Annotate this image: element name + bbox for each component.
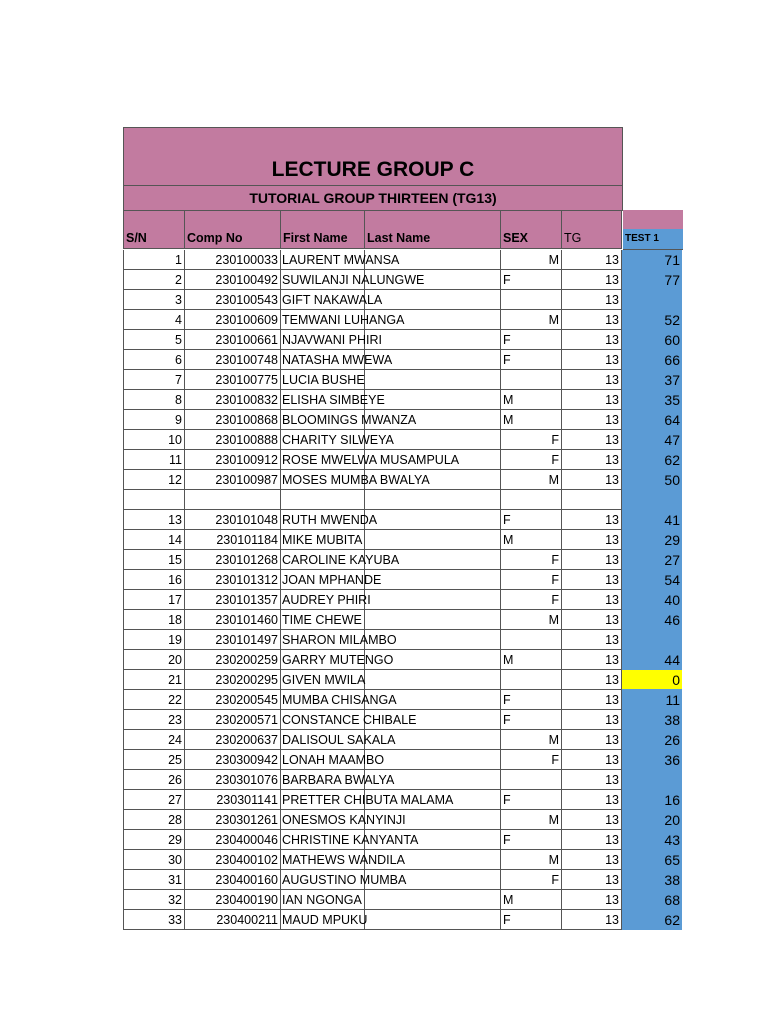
cell-name-text: JOAN MPHANDE [282,573,382,587]
cell-sex[interactable]: M [500,470,561,490]
cell-sex[interactable]: M [500,310,561,330]
cell-test1[interactable]: 16 [622,790,682,810]
cell-name[interactable] [280,890,364,910]
cell-comp-no[interactable]: 230200295 [184,670,280,690]
cell-last-name[interactable] [364,670,500,690]
cell-name-text: DALISOUL SAKALA [282,733,396,747]
header-comp-no[interactable] [184,211,280,249]
cell-sex[interactable]: F [500,910,561,930]
cell-tg[interactable]: 13 [561,530,622,550]
cell-comp-no[interactable]: 230101312 [184,570,280,590]
cell-sn[interactable]: 12 [123,470,184,490]
cell-sex[interactable]: F [500,550,561,570]
cell-comp-no[interactable]: 230400102 [184,850,280,870]
cell-test1[interactable]: 66 [622,350,682,370]
cell-name-text: MATHEWS WANDILA [282,853,405,867]
cell-comp-no[interactable]: 230101460 [184,610,280,630]
cell-empty[interactable] [500,490,561,510]
cell-tg[interactable]: 13 [561,670,622,690]
cell-sn[interactable]: 6 [123,350,184,370]
cell-tg[interactable]: 13 [561,450,622,470]
cell-tg[interactable]: 13 [561,550,622,570]
cell-tg[interactable]: 13 [561,790,622,810]
cell-sex[interactable]: M [500,610,561,630]
cell-name[interactable] [280,850,405,870]
cell-last-name[interactable] [364,330,500,350]
cell-comp-no[interactable]: 230101357 [184,590,280,610]
cell-name-text: MAUD MPUKU [282,913,368,927]
cell-name-text: LUCIA BUSHE [282,373,365,387]
cell-sn[interactable]: 31 [123,870,184,890]
cell-tg[interactable]: 13 [561,350,622,370]
cell-tg[interactable]: 13 [561,410,622,430]
cell-name[interactable] [280,710,417,730]
cell-tg[interactable]: 13 [561,770,622,790]
header-tg[interactable] [561,211,622,249]
page-subtitle: TUTORIAL GROUP THIRTEEN (TG13) [249,190,497,206]
cell-name[interactable] [280,530,364,550]
cell-sex[interactable]: F [500,830,561,850]
cell-name-text: MUMBA CHISANGA [282,693,397,707]
cell-comp-no[interactable]: 230100492 [184,270,280,290]
cell-test1[interactable] [622,770,682,790]
cell-sn[interactable]: 24 [123,730,184,750]
cell-last-name[interactable] [364,510,500,530]
cell-name[interactable] [280,690,397,710]
cell-last-name[interactable] [364,530,500,550]
cell-sn[interactable]: 33 [123,910,184,930]
cell-sn[interactable]: 22 [123,690,184,710]
cell-test1[interactable]: 38 [622,870,682,890]
header-sex[interactable] [500,211,561,249]
cell-test1[interactable]: 27 [622,550,682,570]
cell-tg[interactable]: 13 [561,290,622,310]
cell-name-text: GIFT NAKAWALA [282,293,383,307]
cell-test1[interactable]: 47 [622,430,682,450]
cell-last-name[interactable] [364,890,500,910]
cell-tg[interactable]: 13 [561,890,622,910]
header-last-name[interactable] [364,211,500,249]
cell-sn[interactable]: 19 [123,630,184,650]
cell-sex[interactable] [500,630,561,650]
cell-name[interactable] [280,470,430,490]
cell-last-name[interactable] [364,570,500,590]
cell-sn[interactable]: 18 [123,610,184,630]
cell-comp-no[interactable]: 230200571 [184,710,280,730]
cell-name-text: BLOOMINGS MWANZA [282,413,417,427]
header-sn-label: S/N [126,231,147,245]
cell-sex[interactable]: F [500,870,561,890]
cell-name-text: MOSES MUMBA BWALYA [282,473,430,487]
cell-sn[interactable]: 26 [123,770,184,790]
cell-test1[interactable]: 44 [622,650,682,670]
header-sn[interactable] [123,211,184,249]
cell-tg[interactable]: 13 [561,430,622,450]
cell-sex[interactable]: F [500,710,561,730]
cell-empty[interactable] [184,490,280,510]
cell-name-text: LONAH MAAMBO [282,753,385,767]
cell-name[interactable] [280,650,394,670]
cell-tg[interactable]: 13 [561,830,622,850]
cell-sex[interactable]: F [500,590,561,610]
cell-name-text: TEMWANI LUHANGA [282,313,405,327]
cell-name-text: AUDREY PHIRI [282,593,371,607]
cell-name[interactable] [280,910,368,930]
cell-test1[interactable]: 77 [622,270,682,290]
cell-name[interactable] [280,350,393,370]
cell-test1[interactable]: 60 [622,330,682,350]
cell-sex[interactable]: F [500,330,561,350]
cell-name-text: NATASHA MWEWA [282,353,393,367]
cell-sex[interactable]: F [500,450,561,470]
cell-tg[interactable]: 13 [561,310,622,330]
cell-name-text: AUGUSTINO MUMBA [282,873,407,887]
cell-name-text: PRETTER CHIBUTA MALAMA [282,793,454,807]
cell-test1[interactable]: 35 [622,390,682,410]
cell-sn[interactable]: 20 [123,650,184,670]
cell-comp-no[interactable]: 230301076 [184,770,280,790]
cell-name-text: TIME CHEWE [282,613,362,627]
cell-comp-no[interactable]: 230100609 [184,310,280,330]
cell-sn[interactable]: 29 [123,830,184,850]
cell-sn[interactable]: 1 [123,250,184,270]
cell-tg[interactable]: 13 [561,910,622,930]
cell-name[interactable] [280,750,385,770]
cell-test1[interactable] [622,290,682,310]
cell-test1[interactable]: 54 [622,570,682,590]
cell-sn[interactable]: 8 [123,390,184,410]
cell-name-text: ROSE MWELWA MUSAMPULA [282,453,460,467]
cell-name[interactable] [280,430,394,450]
cell-tg[interactable]: 13 [561,510,622,530]
cell-name[interactable] [280,730,396,750]
cell-name-text: IAN NGONGA [282,893,362,907]
cell-name[interactable] [280,810,406,830]
cell-name[interactable] [280,630,397,650]
cell-comp-no[interactable]: 230100888 [184,430,280,450]
cell-comp-no[interactable]: 230301141 [184,790,280,810]
cell-sex[interactable]: M [500,850,561,870]
cell-sex[interactable]: F [500,430,561,450]
cell-tg[interactable]: 13 [561,570,622,590]
header-first-name[interactable] [280,211,364,249]
cell-empty[interactable] [123,490,184,510]
cell-comp-no[interactable]: 230100868 [184,410,280,430]
cell-name[interactable] [280,510,378,530]
cell-name-text: ONESMOS KANYINJI [282,813,406,827]
cell-last-name[interactable] [364,750,500,770]
cell-tg[interactable]: 13 [561,650,622,670]
cell-sn[interactable]: 30 [123,850,184,870]
cell-comp-no[interactable]: 230100543 [184,290,280,310]
cell-comp-no[interactable]: 230400160 [184,870,280,890]
cell-test1[interactable]: 64 [622,410,682,430]
cell-name-text: GARRY MUTENGO [282,653,394,667]
cell-sn[interactable]: 3 [123,290,184,310]
cell-test1[interactable]: 29 [622,530,682,550]
cell-test1[interactable]: 36 [622,750,682,770]
cell-last-name[interactable] [364,610,500,630]
cell-test1[interactable]: 43 [622,830,682,850]
page-title: LECTURE GROUP C [271,158,475,181]
header-test1[interactable] [623,210,683,250]
cell-sn[interactable]: 15 [123,550,184,570]
cell-test1[interactable]: 68 [622,890,682,910]
cell-sex[interactable]: F [500,750,561,770]
cell-sex[interactable]: F [500,270,561,290]
cell-test1[interactable]: 0 [622,670,682,690]
cell-test1[interactable]: 52 [622,310,682,330]
cell-sn[interactable]: 28 [123,810,184,830]
cell-comp-no[interactable]: 230101497 [184,630,280,650]
cell-sn[interactable]: 17 [123,590,184,610]
cell-sn[interactable]: 10 [123,430,184,450]
cell-name-text: CAROLINE KAYUBA [282,553,400,567]
header-test1-label: TEST 1 [623,229,683,250]
cell-test1[interactable]: 46 [622,610,682,630]
cell-sn[interactable]: 4 [123,310,184,330]
cell-tg[interactable]: 13 [561,870,622,890]
cell-last-name[interactable] [364,910,500,930]
cell-sex[interactable]: M [500,250,561,270]
cell-sex[interactable]: M [500,410,561,430]
cell-name[interactable] [280,670,364,690]
header-last-name-label: Last Name [367,231,431,245]
cell-comp-no[interactable]: 230200259 [184,650,280,670]
cell-name[interactable] [280,390,385,410]
cell-tg[interactable]: 13 [561,370,622,390]
cell-empty[interactable] [561,490,622,510]
cell-sex[interactable]: M [500,730,561,750]
cell-comp-no[interactable]: 230100775 [184,370,280,390]
header-comp-no-label: Comp No [187,231,243,245]
cell-name-text: CHARITY SILWEYA [282,433,394,447]
cell-test1[interactable]: 62 [622,450,682,470]
cell-name[interactable] [280,830,419,850]
cell-comp-no[interactable]: 230100748 [184,350,280,370]
cell-test1[interactable]: 62 [622,910,682,930]
subtitle-band [123,185,623,211]
cell-sex[interactable]: M [500,530,561,550]
cell-empty[interactable] [364,490,500,510]
cell-name-text: RUTH MWENDA [282,513,378,527]
cell-name[interactable] [280,790,454,810]
cell-comp-no[interactable]: 230100987 [184,470,280,490]
cell-comp-no[interactable]: 230200637 [184,730,280,750]
cell-tg[interactable]: 13 [561,390,622,410]
cell-last-name[interactable] [364,370,500,390]
cell-name[interactable] [280,550,400,570]
cell-name[interactable] [280,610,364,630]
cell-name[interactable] [280,770,395,790]
cell-name[interactable] [280,270,425,290]
cell-test1[interactable]: 20 [622,810,682,830]
cell-sn[interactable]: 5 [123,330,184,350]
cell-name-text: LAURENT MWANSA [282,253,400,267]
cell-sex[interactable]: M [500,890,561,910]
cell-name[interactable] [280,590,371,610]
cell-name-text: NJAVWANI PHIRI [282,333,383,347]
cell-comp-no[interactable]: 230400190 [184,890,280,910]
cell-tg[interactable]: 13 [561,690,622,710]
cell-test1[interactable]: 41 [622,510,682,530]
cell-tg[interactable]: 13 [561,610,622,630]
cell-name[interactable] [280,410,417,430]
cell-name-text: GIVEN MWILA [282,673,366,687]
cell-name-text: ELISHA SIMBEYE [282,393,385,407]
cell-name-text: BARBARA BWALYA [282,773,395,787]
cell-sn[interactable]: 11 [123,450,184,470]
header-tg-label: TG [564,231,582,245]
cell-name-text: CONSTANCE CHIBALE [282,713,417,727]
cell-name[interactable] [280,250,400,270]
cell-sex[interactable]: F [500,790,561,810]
cell-name-text: CHRISTINE KANYANTA [282,833,419,847]
cell-last-name[interactable] [364,290,500,310]
cell-sex[interactable]: M [500,650,561,670]
cell-test1[interactable]: 11 [622,690,682,710]
cell-sn[interactable]: 23 [123,710,184,730]
cell-sn[interactable]: 21 [123,670,184,690]
cell-test1[interactable]: 38 [622,710,682,730]
cell-tg[interactable]: 13 [561,730,622,750]
cell-sn[interactable]: 27 [123,790,184,810]
cell-sn[interactable]: 32 [123,890,184,910]
cell-comp-no[interactable]: 230100912 [184,450,280,470]
header-test1-band [623,210,683,229]
cell-name[interactable] [280,330,383,350]
cell-name[interactable] [280,310,405,330]
cell-sex[interactable]: F [500,690,561,710]
cell-sex[interactable] [500,770,561,790]
cell-name[interactable] [280,290,383,310]
cell-sex[interactable]: F [500,570,561,590]
cell-comp-no[interactable]: 230400211 [184,910,280,930]
cell-sex[interactable]: F [500,510,561,530]
cell-last-name[interactable] [364,590,500,610]
cell-comp-no[interactable]: 230300942 [184,750,280,770]
cell-tg[interactable]: 13 [561,590,622,610]
cell-sn[interactable]: 2 [123,270,184,290]
cell-sn[interactable]: 25 [123,750,184,770]
cell-test1[interactable]: 37 [622,370,682,390]
cell-tg[interactable]: 13 [561,270,622,290]
cell-comp-no[interactable]: 230101048 [184,510,280,530]
cell-tg[interactable]: 13 [561,850,622,870]
cell-sex[interactable]: M [500,390,561,410]
cell-sn[interactable]: 13 [123,510,184,530]
cell-sex[interactable] [500,370,561,390]
cell-name[interactable] [280,870,407,890]
cell-comp-no[interactable]: 230100661 [184,330,280,350]
cell-tg[interactable]: 13 [561,750,622,770]
header-first-name-label: First Name [283,231,348,245]
cell-empty[interactable] [280,490,364,510]
cell-test1[interactable]: 71 [622,250,682,270]
cell-test1[interactable]: 65 [622,850,682,870]
cell-comp-no[interactable]: 230200545 [184,690,280,710]
cell-test1[interactable]: 26 [622,730,682,750]
cell-sn[interactable]: 16 [123,570,184,590]
cell-sex[interactable] [500,290,561,310]
cell-name[interactable] [280,450,460,470]
cell-tg[interactable]: 13 [561,330,622,350]
cell-sex[interactable]: F [500,350,561,370]
cell-test1[interactable]: 40 [622,590,682,610]
cell-sn[interactable]: 7 [123,370,184,390]
title-band [123,127,623,185]
cell-name-text: SHARON MILAMBO [282,633,397,647]
header-sex-label: SEX [503,231,529,245]
cell-tg[interactable]: 13 [561,630,622,650]
cell-empty[interactable] [622,490,682,510]
cell-tg[interactable]: 13 [561,810,622,830]
cell-sn[interactable]: 14 [123,530,184,550]
cell-name-text: SUWILANJI NALUNGWE [282,273,425,287]
cell-tg[interactable]: 13 [561,250,622,270]
cell-sex[interactable] [500,670,561,690]
cell-tg[interactable]: 13 [561,710,622,730]
cell-test1[interactable] [622,630,682,650]
cell-test1[interactable]: 50 [622,470,682,490]
cell-comp-no[interactable]: 230101268 [184,550,280,570]
cell-name[interactable] [280,370,364,390]
cell-comp-no[interactable]: 230301261 [184,810,280,830]
cell-comp-no[interactable]: 230100832 [184,390,280,410]
cell-comp-no[interactable]: 230101184 [184,530,280,550]
cell-name-text: MIKE MUBITA [282,533,363,547]
cell-comp-no[interactable]: 230100033 [184,250,280,270]
cell-sex[interactable]: M [500,810,561,830]
cell-name[interactable] [280,570,382,590]
cell-sn[interactable]: 9 [123,410,184,430]
cell-tg[interactable]: 13 [561,470,622,490]
cell-comp-no[interactable]: 230400046 [184,830,280,850]
